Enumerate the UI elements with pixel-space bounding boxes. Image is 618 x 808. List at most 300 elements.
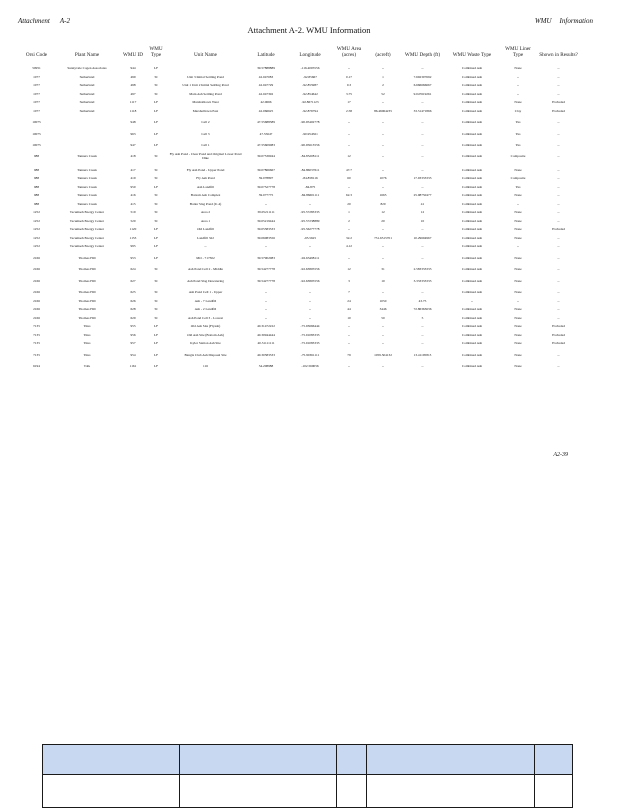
table-cell: 731.6515701 xyxy=(374,235,392,240)
table-cell: Ash - 2 Landfill xyxy=(194,307,217,312)
table-cell: SI xyxy=(154,298,158,303)
table-cell: SI xyxy=(154,74,158,79)
table-cell: Combined Ash xyxy=(461,244,483,249)
table-cell: 947 xyxy=(130,143,136,148)
table-cell: 3.75 xyxy=(346,91,352,96)
table-cell: SI xyxy=(154,307,158,312)
table-cell: Area 1 xyxy=(200,218,211,223)
table-row xyxy=(20,234,580,243)
table-cell: 1120 xyxy=(129,227,137,232)
table-cell: -- xyxy=(308,290,312,295)
table-cell: Tecumseh Energy Center xyxy=(69,244,105,249)
header-information-word: Information xyxy=(559,17,593,25)
table-cell: -- xyxy=(421,341,424,346)
table-cell: None xyxy=(514,227,522,232)
table-cell: 1076 xyxy=(379,176,387,181)
table-cell: -- xyxy=(516,298,520,303)
footer-cell xyxy=(367,745,535,775)
table-cell: Excluded xyxy=(552,227,565,232)
table-cell: 963 xyxy=(130,131,136,136)
table-cell: -92.8671123 xyxy=(301,100,319,105)
table-cell: 1077 xyxy=(33,100,40,105)
table-cell: 12 xyxy=(347,154,351,158)
table-row xyxy=(20,359,580,371)
table-cell: Tecumseh Energy Center xyxy=(69,218,105,223)
table-cell: 419 xyxy=(130,176,136,181)
table-cell: 954 xyxy=(130,352,136,357)
footer-band-row xyxy=(43,745,573,775)
table-cell: -- xyxy=(557,184,560,189)
table-cell: 1077 xyxy=(33,74,40,79)
table-cell: -84.86037611 xyxy=(300,167,320,172)
table-cell: SI xyxy=(154,91,158,96)
table-cell: None xyxy=(514,364,522,369)
table-cell: None xyxy=(514,210,522,215)
column-header: WMU Area (acres) xyxy=(336,46,362,58)
table-cell xyxy=(53,138,121,150)
column-header: Orsi Code xyxy=(25,52,48,58)
table-cell: -- xyxy=(421,184,424,189)
table-cell: 955 xyxy=(130,324,136,329)
table-cell: -- xyxy=(381,66,385,71)
table-cell: -- xyxy=(557,210,560,215)
header-attachment-id: A-2 xyxy=(59,17,70,25)
table-cell: 5 xyxy=(421,315,424,320)
table-cell: -- xyxy=(557,143,560,148)
table-cell: 39.07866667 xyxy=(257,167,275,172)
column-header: WMU Liner Type xyxy=(505,46,531,58)
table-cell: -- xyxy=(347,324,351,329)
table-cell: 1117 xyxy=(129,100,137,105)
table-cell: 47.7 xyxy=(346,167,352,172)
table-cell: Thomas Hill xyxy=(78,278,96,283)
table-cell: Sutherland xyxy=(79,108,95,113)
table-cell: -- xyxy=(516,91,520,96)
table-cell: 20 xyxy=(381,218,385,223)
table-cell: Tanners Creek xyxy=(77,176,97,181)
footer-cell xyxy=(367,775,535,808)
table-cell: Thomas Hill xyxy=(78,290,96,295)
table-row xyxy=(20,225,580,234)
table-cell: 497 xyxy=(130,91,136,96)
table-row xyxy=(20,208,580,217)
table-cell: -- xyxy=(204,244,207,249)
table-cell: 2 xyxy=(348,218,350,223)
table-cell: Titus xyxy=(83,332,91,337)
table-cell: 72.86363636 xyxy=(413,307,432,312)
table-cell: -84.85208111 xyxy=(300,154,320,158)
table-cell: LF xyxy=(154,235,158,240)
table-cell: Excluded xyxy=(552,324,565,329)
table-cell: 2166 xyxy=(33,255,40,260)
table-cell: -- xyxy=(264,298,268,303)
table-cell: Ash Landfill xyxy=(196,184,215,189)
table-cell: -- xyxy=(308,201,312,206)
table-cell: 10 xyxy=(420,218,425,223)
table-row xyxy=(20,174,580,183)
table-cell: Tanners Creek xyxy=(77,193,97,198)
table-cell: -- xyxy=(557,83,560,88)
table-cell: 31 xyxy=(381,267,385,272)
table-row xyxy=(20,217,580,226)
table-row xyxy=(20,274,580,286)
running-header-left xyxy=(18,17,80,25)
table-cell: 2.583333333 xyxy=(413,267,432,272)
table-cell: -- xyxy=(557,290,560,295)
table-cell: None xyxy=(514,307,522,312)
table-cell: Yes xyxy=(515,184,521,189)
table-cell: 10075 xyxy=(32,120,41,125)
table-cell: -84.86601111 xyxy=(300,193,320,198)
table-cell: -- xyxy=(557,235,560,240)
table-cell: 7135 xyxy=(33,352,40,357)
table-cell: Combined Ash xyxy=(461,143,483,148)
table-cell: SI xyxy=(154,154,158,158)
table-cell: Yes xyxy=(515,143,521,148)
table-cell: 7 xyxy=(348,290,350,295)
table-cell: SI xyxy=(154,210,158,215)
table-cell: -- xyxy=(347,184,351,189)
table-cell: SI xyxy=(154,218,158,223)
table-cell: Combined Ash xyxy=(461,120,483,125)
table-cell: -- xyxy=(557,307,560,312)
table-row xyxy=(20,322,580,331)
table-cell: Bangla Club Ash Disposal Site xyxy=(184,352,227,357)
table-cell: -- xyxy=(421,227,424,232)
table-cell: 2 xyxy=(382,83,384,88)
table-cell: -75.93666444 xyxy=(300,324,320,329)
table-cell: -- xyxy=(308,307,312,312)
table-cell: -- xyxy=(264,244,268,249)
table-cell: None xyxy=(514,267,522,272)
column-header: Unit Name xyxy=(194,52,217,58)
table-cell: 499 xyxy=(130,74,136,79)
table-cell: 2.58 xyxy=(346,108,352,113)
table-cell: Combined Ash xyxy=(461,227,483,232)
table-cell: 3446 xyxy=(379,307,387,312)
table-cell: None xyxy=(514,278,522,283)
table-cell: 4.12 xyxy=(346,244,352,249)
table-cell: SI xyxy=(154,267,158,272)
footer-blank-row xyxy=(43,775,573,808)
table-cell: LF xyxy=(154,184,158,189)
table-cell: -- xyxy=(421,100,424,105)
table-row xyxy=(20,90,580,99)
table-cell: 39.05211111 xyxy=(257,210,275,215)
table-cell: 39.06083556 xyxy=(257,235,275,240)
footer-cell xyxy=(337,745,367,775)
table-cell: None xyxy=(514,315,522,320)
table-cell: LF xyxy=(154,255,158,260)
table-cell: 34.208988 xyxy=(258,364,274,369)
table-cell: 628 xyxy=(130,307,136,312)
table-cell: 1252 xyxy=(33,244,40,249)
table-cell: 417 xyxy=(130,167,136,172)
table-row xyxy=(20,251,580,263)
table-cell: Cell 1 xyxy=(201,143,210,148)
table-cell: 498 xyxy=(130,83,136,88)
table-cell: -- xyxy=(557,131,560,136)
table-cell: SI xyxy=(154,315,158,320)
table-cell: -- xyxy=(421,364,424,369)
table-cell: Combined Ash xyxy=(461,193,483,198)
table-header-row xyxy=(20,46,580,64)
table-cell: 1 xyxy=(348,210,350,215)
table-cell: 39.07536944 xyxy=(257,154,275,158)
table-cell: 1077 xyxy=(33,108,40,113)
table-cell: Sutherland xyxy=(79,74,95,79)
table-cell: 2166 xyxy=(33,278,40,283)
table-cell: None xyxy=(514,235,522,240)
table-cell: -116.4005556 xyxy=(300,66,320,71)
table-cell: Combined Ash xyxy=(461,235,483,240)
footer-cell xyxy=(337,775,367,808)
footer-cell xyxy=(43,745,180,775)
table-cell: 2166 xyxy=(33,307,40,312)
table-cell: Bottom Ash Complex xyxy=(190,193,221,198)
table-cell: SI xyxy=(154,290,158,295)
table-cell: 415 xyxy=(130,201,136,206)
table-cell: None xyxy=(514,167,522,172)
table-row xyxy=(20,348,580,360)
table-cell: LF xyxy=(154,227,158,232)
table-row xyxy=(20,242,580,251)
table-cell: 47.55688389 xyxy=(257,120,275,125)
table-cell: LF xyxy=(154,108,158,113)
table-cell: -92.854642 xyxy=(302,91,318,96)
table-cell: Marshalltown West xyxy=(192,100,219,105)
table-cell: -- xyxy=(381,332,385,337)
table-cell: 1077 xyxy=(33,83,40,88)
table-cell: 39.54277778 xyxy=(257,278,275,283)
table-cell: 0.17 xyxy=(346,74,352,79)
table-cell: SI xyxy=(154,83,158,88)
table-cell: None xyxy=(514,193,522,198)
table-cell: -- xyxy=(381,154,385,158)
table-cell: -- xyxy=(347,341,351,346)
table-row xyxy=(20,127,580,139)
table-cell: -- xyxy=(381,364,385,369)
table-cell: -92.63805556 xyxy=(300,278,320,283)
table-cell: 948 xyxy=(130,120,136,125)
table-cell: 988 xyxy=(33,154,40,158)
table-cell: 2166 xyxy=(33,298,40,303)
table-cell: None xyxy=(514,290,522,295)
table-cell: Combined Ash xyxy=(461,324,483,329)
table-cell: Titus xyxy=(83,324,91,329)
footer-cell xyxy=(535,745,573,775)
table-cell: -90.954561 xyxy=(302,131,318,136)
table-row xyxy=(20,285,580,297)
table-cell: -- xyxy=(381,244,385,249)
table-cell: 953 xyxy=(130,255,136,260)
footer-form-table xyxy=(42,744,573,808)
table-cell: 41 xyxy=(420,201,425,206)
table-cell: 42.047083 xyxy=(258,74,274,79)
table-cell: 2166 xyxy=(33,315,40,320)
table-cell: Combined Ash xyxy=(461,167,483,172)
table-cell: 995 xyxy=(130,244,136,249)
table-cell: -- xyxy=(557,167,560,172)
table-cell: 50 xyxy=(381,315,385,320)
table-cell: -- xyxy=(347,255,351,260)
table-cell: 1252 xyxy=(33,235,40,240)
table-cell: None xyxy=(514,66,522,71)
table-cell: Thomas Hill xyxy=(78,255,96,260)
table-cell: Combined Ash xyxy=(461,66,483,71)
table-cell: None xyxy=(514,332,522,337)
table-cell: Combined Ash xyxy=(461,201,483,206)
table-cell: -92.85667 xyxy=(303,74,317,79)
table-cell: Old Ash Site (Flyash) xyxy=(190,324,221,329)
table-cell: -- xyxy=(421,154,424,158)
table-cell: -- xyxy=(557,278,560,283)
table-cell: -- xyxy=(557,267,560,272)
table-cell: 627 xyxy=(130,278,136,283)
table-cell: 12 xyxy=(347,267,351,272)
table-cell: 0.3 xyxy=(346,83,352,88)
table-cell: SI xyxy=(154,201,158,206)
table-row xyxy=(20,115,580,127)
table-cell: Ash Pond Cell 1 - Upper xyxy=(188,290,223,295)
table-cell: Old Landfill xyxy=(197,227,214,232)
table-cell: -- xyxy=(421,290,424,295)
table-cell: -- xyxy=(421,143,424,148)
table-body xyxy=(20,64,580,371)
table-cell: Combined Ash xyxy=(461,307,483,312)
table-cell: -75.91083333 xyxy=(300,341,320,346)
table-cell: 626 xyxy=(130,298,136,303)
table-cell: 43.75 xyxy=(418,298,427,303)
table-cell: 42.047729 xyxy=(258,83,274,88)
table-cell: 519 xyxy=(130,210,136,215)
table-cell: 50951 xyxy=(32,66,41,71)
table-cell: 10075 xyxy=(32,143,41,148)
table-cell: Combined Ash xyxy=(461,352,483,357)
table-cell: Combined Ash xyxy=(461,267,483,272)
table-cell: Fly Ash Pond xyxy=(196,176,215,181)
table-cell: LF xyxy=(154,324,158,329)
table-cell: MO - 717302 xyxy=(196,255,215,260)
table-cell: -- xyxy=(381,341,385,346)
table-cell: 1118 xyxy=(129,108,137,113)
table-cell: -- xyxy=(381,184,385,189)
table-cell: Main Ash Settling Pond xyxy=(189,91,222,96)
table-cell: -- xyxy=(421,244,424,249)
table-cell: -- xyxy=(557,255,560,260)
table-cell: Cell 3 xyxy=(201,131,210,136)
table-cell: -- xyxy=(557,120,560,125)
table-cell: -- xyxy=(421,167,424,172)
table-row xyxy=(20,107,580,116)
table-cell: -- xyxy=(381,167,385,172)
table-cell: 1252 xyxy=(33,210,40,215)
table-cell: Marshalltown East xyxy=(192,108,219,113)
table-cell: LF xyxy=(154,332,158,337)
table-cell: 1252 xyxy=(33,227,40,232)
table-cell: 42.066625 xyxy=(258,108,274,113)
running-header-right xyxy=(527,17,593,25)
table-cell: 418 xyxy=(130,154,136,158)
table-cell: Combined Ash xyxy=(461,341,483,346)
table-cell: -- xyxy=(264,315,268,320)
table-cell: 40.31472222 xyxy=(257,324,275,329)
table-cell: LF xyxy=(154,341,158,346)
table-cell: 39.077775 xyxy=(258,193,274,198)
table-cell: 950 xyxy=(130,184,136,189)
table-cell: Combined Ash xyxy=(461,91,483,96)
table-cell: 520 xyxy=(130,218,136,223)
table-cell: Tanners Creek xyxy=(77,154,97,158)
table-row xyxy=(20,339,580,348)
table-cell: -- xyxy=(264,307,268,312)
table-cell: -- xyxy=(347,131,351,136)
table-cell: -- xyxy=(516,201,520,206)
table-row xyxy=(20,98,580,107)
table-cell: -- xyxy=(557,91,560,96)
column-header: Longitude xyxy=(299,52,321,58)
table-cell: Combined Ash xyxy=(461,83,483,88)
table-cell: 629 xyxy=(130,315,136,320)
table-row xyxy=(20,138,580,150)
table-cell: -- xyxy=(347,227,351,232)
table-cell: -- xyxy=(557,74,560,79)
table-cell: Combined Ash xyxy=(461,131,483,136)
column-header: WMU Depth (ft) xyxy=(404,52,441,58)
column-header: WMU Waste Type xyxy=(452,52,492,58)
table-cell: 988 xyxy=(33,193,40,198)
column-header: WMU ID xyxy=(122,52,144,58)
table-cell: -- xyxy=(381,255,385,260)
table-cell: 1050 xyxy=(379,298,387,303)
page-number: A2-39 xyxy=(553,452,568,458)
table-cell: -- xyxy=(347,66,351,71)
table-cell: 24 xyxy=(347,298,351,303)
table-cell: Tolk xyxy=(83,364,91,369)
table-cell: -- xyxy=(557,352,560,357)
table-cell: Unit 3 Initial Settling Pond xyxy=(187,74,224,79)
table-row xyxy=(20,314,580,323)
table-cell: 62.3 xyxy=(346,193,352,198)
table-row xyxy=(20,305,580,314)
table-cell: 42.047392 xyxy=(258,91,274,96)
table-cell: Thomas Hill xyxy=(78,307,96,312)
header-wmu-word: WMU xyxy=(534,17,552,25)
table-cell: -- xyxy=(421,120,424,125)
table-cell: 1665 xyxy=(379,193,387,198)
table-cell: LF xyxy=(154,66,158,71)
table-cell: 3 xyxy=(348,278,350,283)
table-cell: Combined Ash xyxy=(461,154,483,158)
table-cell: Area 2 xyxy=(200,210,211,215)
table-cell: -- xyxy=(516,244,520,249)
table-cell: Tanners Creek xyxy=(77,201,97,206)
table-cell: 10.29694967 xyxy=(413,235,432,240)
table-cell: Kyler Station Ash Site xyxy=(190,341,221,346)
table-cell: -- xyxy=(421,255,424,260)
table-cell: None xyxy=(514,218,522,223)
table-cell: Composite xyxy=(510,154,526,158)
table-cell: 39.07527778 xyxy=(257,184,275,189)
table-cell: Composite xyxy=(510,176,526,181)
table-cell: 1059.504132 xyxy=(374,352,392,357)
table-cell: Combined Ash xyxy=(461,290,483,295)
column-header: Latitude xyxy=(257,52,275,58)
table-cell: -- xyxy=(421,66,424,71)
table-cell: Tecumseh Energy Center xyxy=(69,227,105,232)
table-cell: Combined Ash xyxy=(461,210,483,215)
table-row xyxy=(20,64,580,73)
